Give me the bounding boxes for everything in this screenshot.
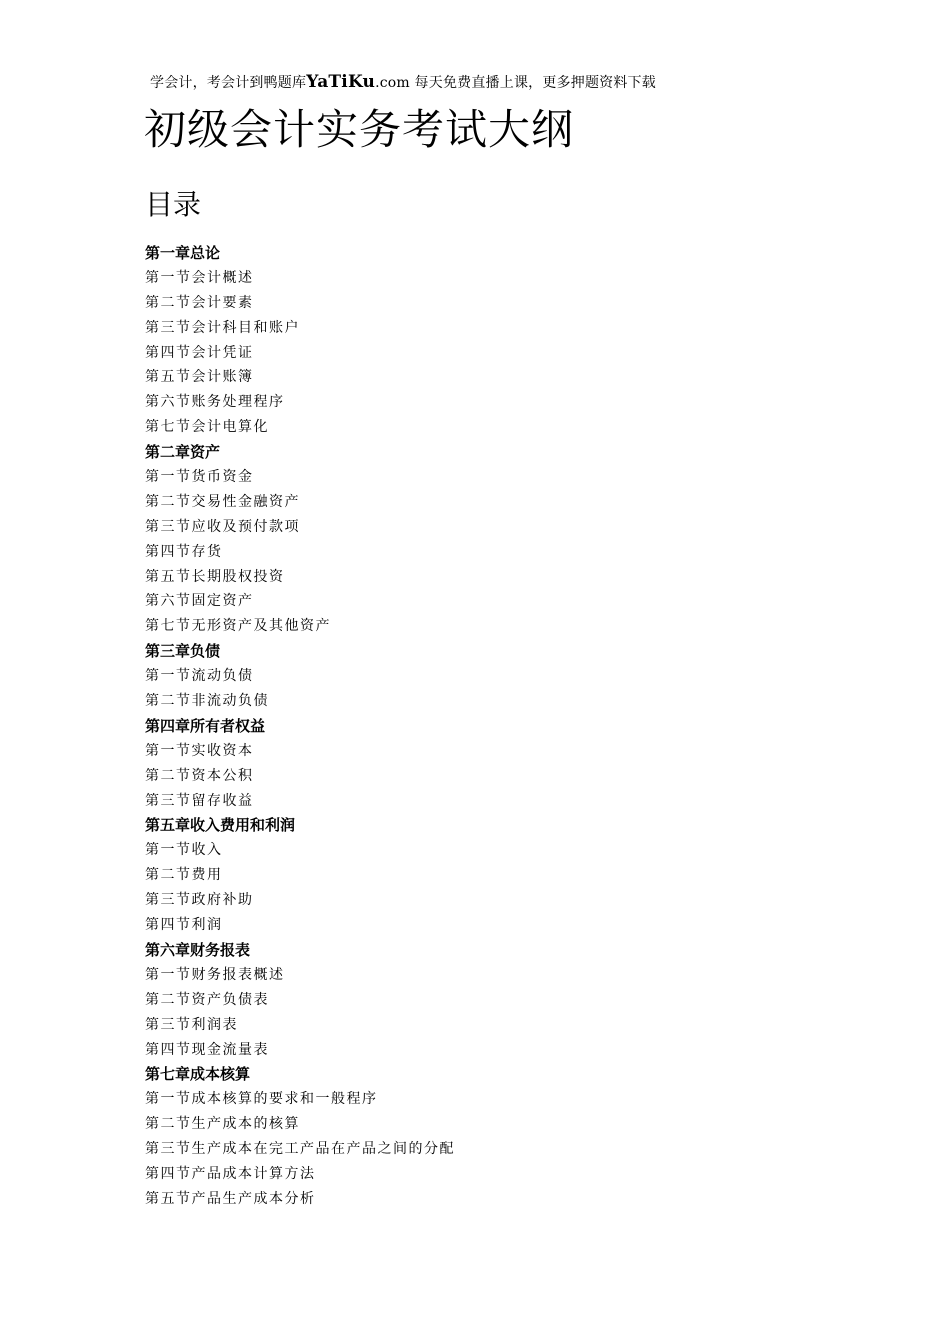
toc-chapter-link[interactable]: 第三章负债 — [145, 642, 221, 661]
toc-section-link[interactable]: 第一节流动负债 — [145, 668, 254, 685]
toc-section-link[interactable]: 第一节实收资本 — [145, 742, 254, 759]
toc-section-link[interactable]: 第七节无形资产及其他资产 — [145, 618, 331, 635]
toc-section-link[interactable]: 第五节长期股权投资 — [145, 568, 285, 585]
toc-section-link[interactable]: 第五节会计账簿 — [145, 369, 254, 386]
toc-section-link[interactable]: 第二节会计要素 — [145, 294, 254, 311]
toc-section-link[interactable]: 第七节会计电算化 — [145, 419, 269, 436]
toc-section-link[interactable]: 第三节会计科目和账户 — [145, 319, 300, 336]
toc-section-link[interactable]: 第一节成本核算的要求和一般程序 — [145, 1091, 378, 1108]
toc-section-link[interactable]: 第四节会计凭证 — [145, 344, 254, 361]
page-header-banner — [150, 72, 656, 92]
toc-chapter-link[interactable]: 第二章资产 — [145, 443, 221, 462]
toc-chapter-link[interactable]: 第六章财务报表 — [145, 940, 251, 959]
toc-section-link[interactable]: 第二节费用 — [145, 867, 223, 884]
toc-section-link[interactable]: 第六节固定资产 — [145, 593, 254, 610]
toc-section-link[interactable]: 第四节产品成本计算方法 — [145, 1165, 316, 1182]
toc-section-link[interactable]: 第一节货币资金 — [145, 469, 254, 486]
toc-section-link[interactable]: 第二节交易性金融资产 — [145, 493, 300, 510]
toc-chapter-link[interactable]: 第一章总论 — [145, 244, 221, 262]
toc-section-link[interactable]: 第一节收入 — [145, 842, 223, 859]
toc-chapter-link[interactable]: 第七章成本核算 — [145, 1065, 251, 1084]
toc-section-link[interactable]: 第一节会计概述 — [145, 269, 254, 286]
toc-section-link[interactable]: 第三节留存收益 — [145, 792, 254, 809]
toc-chapter-link[interactable]: 第五章收入费用和利润 — [145, 816, 296, 835]
toc-section-link[interactable]: 第四节利润 — [145, 917, 223, 934]
toc-section-link[interactable]: 第一节财务报表概述 — [145, 966, 285, 983]
document-title: 初级会计实务考试大纲 — [144, 105, 575, 154]
header-suffix: .com 每天免费直播上课，更多押题资料下载 — [375, 75, 656, 91]
toc-section-link[interactable]: 第五节产品生产成本分析 — [145, 1190, 316, 1207]
toc-heading: 目录 — [145, 188, 202, 221]
toc-section-link[interactable]: 第二节非流动负债 — [145, 693, 269, 710]
toc-section-link[interactable]: 第二节资产负债表 — [145, 991, 269, 1008]
toc-section-link[interactable]: 第三节应收及预付款项 — [145, 518, 300, 535]
toc-section-link[interactable]: 第三节利润表 — [145, 1016, 238, 1033]
table-of-contents — [145, 241, 455, 1212]
toc-section-link[interactable]: 第四节存货 — [145, 543, 223, 560]
toc-section-link[interactable]: 第二节生产成本的核算 — [145, 1116, 300, 1133]
toc-section-link[interactable]: 第三节政府补助 — [145, 892, 254, 909]
toc-chapter-link[interactable]: 第四章所有者权益 — [145, 716, 266, 735]
header-prefix: 学会计，考会计到鸭题库 — [150, 75, 307, 91]
toc-section-link[interactable]: 第四节现金流量表 — [145, 1041, 269, 1058]
toc-section-link[interactable]: 第三节生产成本在完工产品在产品之间的分配 — [145, 1141, 455, 1158]
toc-section-link[interactable]: 第二节资本公积 — [145, 767, 254, 784]
header-brand: YaTiKu — [306, 72, 376, 92]
toc-section-link[interactable]: 第六节账务处理程序 — [145, 394, 285, 411]
